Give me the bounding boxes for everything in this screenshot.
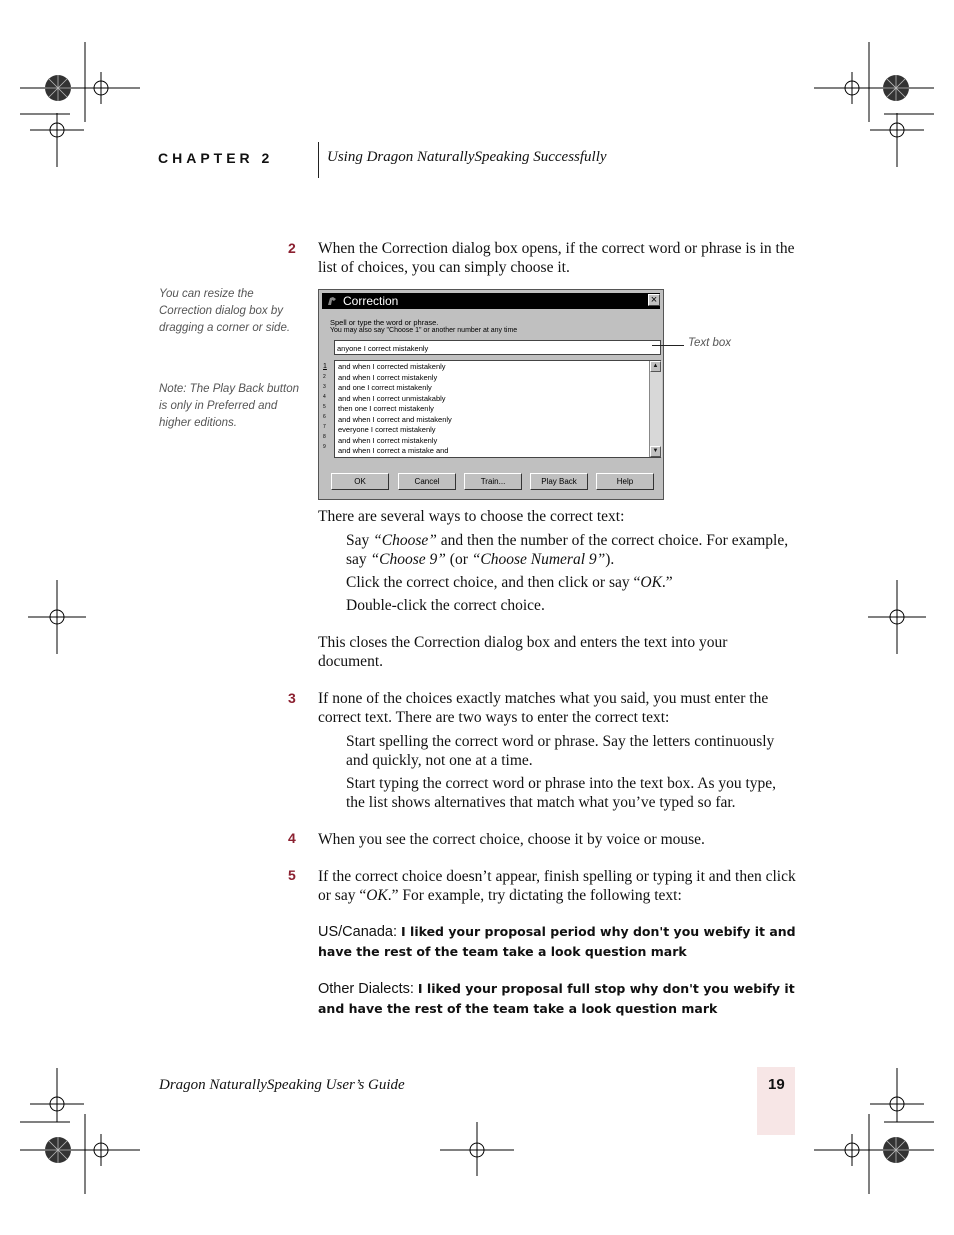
choice-number: 3: [323, 384, 326, 390]
choice-number: 9: [323, 444, 326, 450]
callout-line: [652, 345, 684, 346]
margin-note-playback: Note: The Play Back button is only in Preferred and higher editions.: [159, 383, 299, 429]
train-button[interactable]: Train...: [464, 473, 522, 490]
dialog-title: Correction: [343, 294, 399, 308]
choice-number: 5: [323, 404, 326, 410]
choice-number: 4: [323, 394, 326, 400]
closes-text: This closes the Correction dialog box and enters the text into your document.: [318, 634, 728, 670]
ok-button[interactable]: OK: [331, 473, 389, 490]
callout-text-box: Text box: [688, 337, 732, 349]
way-click-ok: Click the correct choice, and then click or say “OK.”: [346, 574, 673, 591]
choice-number: 6: [323, 414, 326, 420]
ways-intro: There are several ways to choose the correct text:: [318, 508, 625, 525]
list-item[interactable]: then one I correct mistakenly: [338, 404, 434, 413]
play-back-button[interactable]: Play Back: [530, 473, 588, 490]
way-say-choose: Say “Choose” and then the number of the correct choice. For example, say “Choose 9” (or “Choose Numeral 9”).: [346, 532, 789, 568]
dictation-other-dialects: Other Dialects: I liked your proposal full stop why don't you webify it and have the rest of the team take a look question mark: [318, 981, 795, 1016]
running-header-title: Using Dragon NaturallySpeaking Successfully: [327, 149, 607, 165]
list-item[interactable]: and when I correct mistakenly: [338, 373, 438, 382]
help-button[interactable]: Help: [596, 473, 654, 490]
list-item[interactable]: and when I corrected mistakenly: [338, 362, 446, 371]
way-double-click: Double-click the correct choice.: [346, 597, 545, 614]
choice-number: 1: [323, 363, 327, 370]
step-3-text: If none of the choices exactly matches what you said, you must enter the correct text. There are two ways to enter the correct text:: [318, 690, 769, 726]
correction-dialog: [318, 289, 664, 500]
choice-number: 7: [323, 424, 326, 430]
margin-note-resize: You can resize the Correction dialog box by dragging a corner or side.: [159, 288, 291, 334]
dialog-titlebar: [322, 293, 660, 309]
step-number-2: 2: [288, 240, 296, 256]
list-item[interactable]: and one I correct mistakenly: [338, 383, 432, 392]
list-item[interactable]: and when I correct unmistakably: [338, 394, 446, 403]
step-number-5: 5: [288, 867, 296, 883]
dialog-hint: You may also say "Choose 1" or another number at any time: [330, 327, 518, 334]
step-number-3: 3: [288, 690, 296, 706]
scroll-up-icon[interactable]: ▲: [650, 361, 661, 372]
chapter-label: CHAPTER 2: [158, 150, 274, 166]
scroll-down-icon[interactable]: ▼: [650, 446, 661, 457]
cancel-button[interactable]: Cancel: [398, 473, 456, 490]
dictation-us-canada: US/Canada: I liked your proposal period why don't you webify it and have the rest of the team take a look question mark: [318, 924, 796, 959]
list-item[interactable]: and when I correct a mistake and: [338, 446, 449, 455]
choice-number: 2: [323, 374, 326, 380]
step-3-bullet-spell: Start spelling the correct word or phrase. Say the letters continuously and quickly, not one at a time.: [346, 733, 775, 769]
list-scrollbar[interactable]: [649, 361, 662, 457]
dragon-logo-icon: [326, 295, 338, 307]
footer-title: Dragon NaturallySpeaking User’s Guide: [159, 1077, 405, 1093]
header-divider: [318, 142, 319, 178]
dialog-instruction: Spell or type the word or phrase.: [330, 318, 439, 327]
choice-number: 8: [323, 434, 326, 440]
choice-list[interactable]: [334, 360, 661, 458]
list-item[interactable]: and when I correct mistakenly: [338, 436, 438, 445]
list-item[interactable]: everyone I correct mistakenly: [338, 425, 436, 434]
page-number: 19: [768, 1076, 785, 1093]
step-number-4: 4: [288, 830, 296, 846]
list-item[interactable]: and when I correct and mistakenly: [338, 415, 452, 424]
step-2-text: When the Correction dialog box opens, if the correct word or phrase is in the list of choices, you can simply choose it.: [318, 240, 795, 276]
correction-text-box[interactable]: anyone I correct mistakenly: [334, 340, 661, 355]
step-5-text: If the correct choice doesn’t appear, finish spelling or typing it and then click or say “OK.” For example, try dictating the following text:: [318, 868, 796, 904]
step-3-bullet-type: Start typing the correct word or phrase into the text box. As you type, the list shows alternatives that match what you’ve typed so far.: [346, 775, 777, 811]
close-icon[interactable]: ×: [648, 294, 660, 306]
step-4-text: When you see the correct choice, choose it by voice or mouse.: [318, 831, 705, 848]
